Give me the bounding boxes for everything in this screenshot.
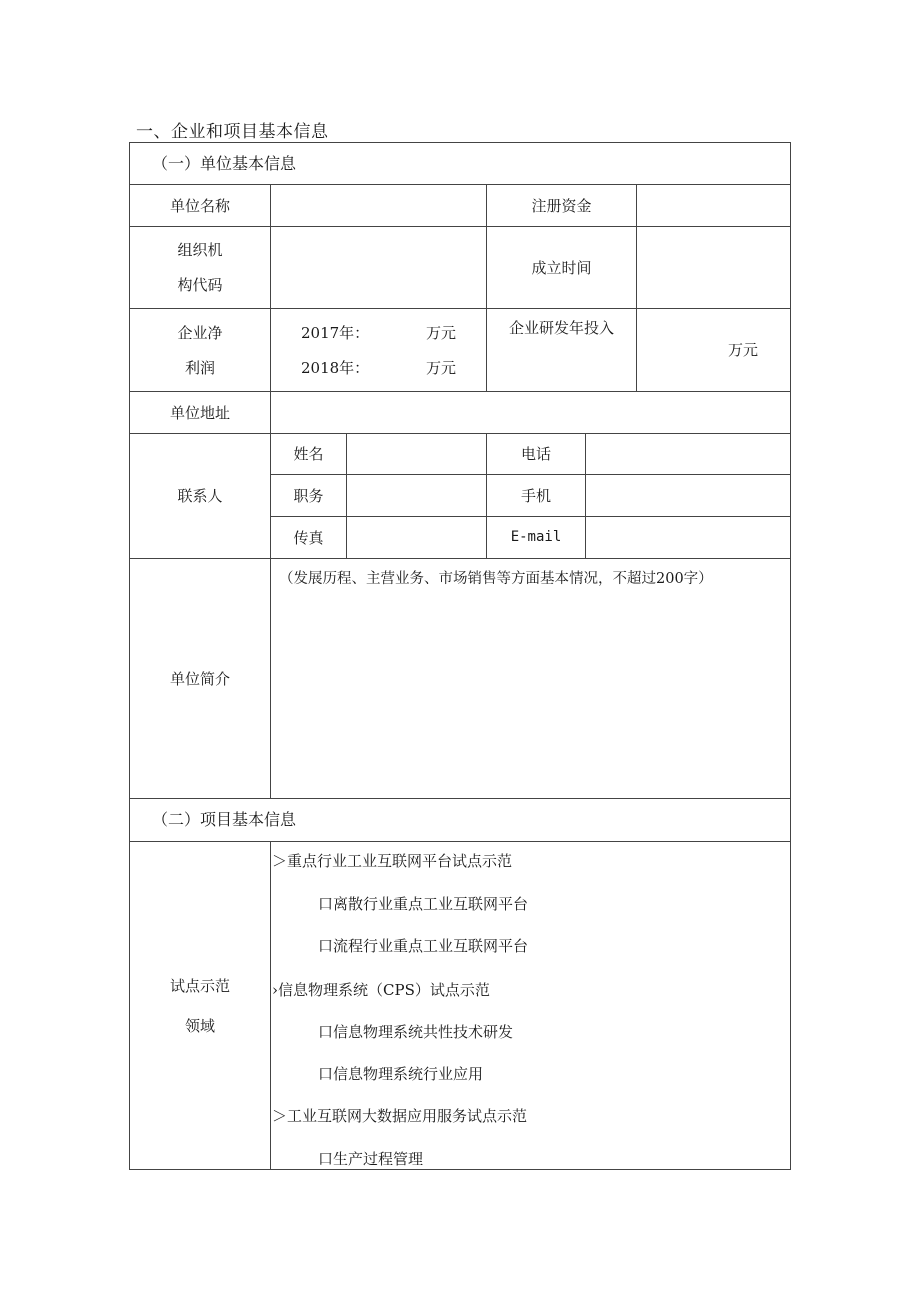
contact-position-label: 职务 [293,486,324,505]
unit-name-label: 单位名称 [169,196,230,215]
rd-investment-label: 企业研发年投入 [508,319,614,337]
option-production-process-management[interactable]: 口生产过程管理 [318,1150,424,1168]
contact-fax-label: 传真 [293,528,324,547]
pilot-field-label-line1: 试点示范 [169,976,230,995]
address-field[interactable] [271,392,790,433]
option-category-cps: ›信息物理系统（CPS）试点示范 [272,981,490,999]
org-code-label [130,227,270,308]
net-profit-label-line1: 企业净 [177,323,223,342]
org-code-field[interactable] [271,227,486,308]
profit-2018-year: 2018年： [301,358,370,377]
registered-capital-field[interactable] [637,185,790,226]
established-time-field[interactable] [637,227,790,308]
unit-intro-label: 单位简介 [169,669,230,688]
contact-name-label: 姓名 [293,445,324,463]
contact-label: 联系人 [177,487,223,505]
rd-investment-field[interactable] [637,309,790,391]
pilot-field-label [130,842,270,1169]
contact-email-field[interactable] [586,517,790,558]
registered-capital-label: 注册资金 [531,196,592,215]
option-category-industrial-platform: ＞重点行业工业互联网平台试点示范 [272,852,513,870]
contact-fax-field[interactable] [347,517,486,558]
established-time-label: 成立时间 [531,258,592,277]
net-profit-label [130,309,270,391]
profit-2018-line [271,359,486,377]
org-code-label-line1: 组织机 [177,241,223,260]
pilot-field-label-line2: 领域 [184,1016,215,1035]
option-cps-common-tech[interactable]: 口信息物理系统共性技术研发 [318,1023,514,1041]
section-title-project-info: （二）项目基本信息 [152,810,297,830]
net-profit-label-line2: 利润 [184,358,215,377]
contact-email-label: E-mail [510,529,562,546]
org-code-label-line2: 构代码 [177,275,223,294]
contact-mobile-field[interactable] [586,475,790,516]
unit-intro-hint: （发展历程、主营业务、市场销售等方面基本情况，不超过200字） [279,571,713,587]
section-title-unit-info: （一）单位基本信息 [152,153,297,173]
page-heading: 一、企业和项目基本信息 [136,122,329,142]
option-discrete-industry-platform[interactable]: 口离散行业重点工业互联网平台 [318,895,529,913]
profit-2018-unit: 万元 [425,358,456,377]
option-cps-industry-application[interactable]: 口信息物理系统行业应用 [318,1065,484,1083]
option-process-industry-platform[interactable]: 口流程行业重点工业互联网平台 [318,937,529,955]
contact-phone-label: 电话 [520,445,551,463]
profit-2017-unit: 万元 [425,323,456,342]
profit-2017-year: 2017年： [301,323,370,342]
option-category-big-data: ＞工业互联网大数据应用服务试点示范 [272,1107,528,1125]
contact-mobile-label: 手机 [520,486,551,505]
net-profit-field[interactable] [271,309,486,391]
unit-intro-field[interactable] [271,559,790,798]
address-label: 单位地址 [169,403,230,422]
unit-name-field[interactable] [271,185,486,226]
contact-phone-field[interactable] [586,434,790,474]
contact-position-field[interactable] [347,475,486,516]
contact-name-field[interactable] [347,434,486,474]
profit-2017-line [271,324,486,342]
rd-investment-unit: 万元 [727,341,758,359]
